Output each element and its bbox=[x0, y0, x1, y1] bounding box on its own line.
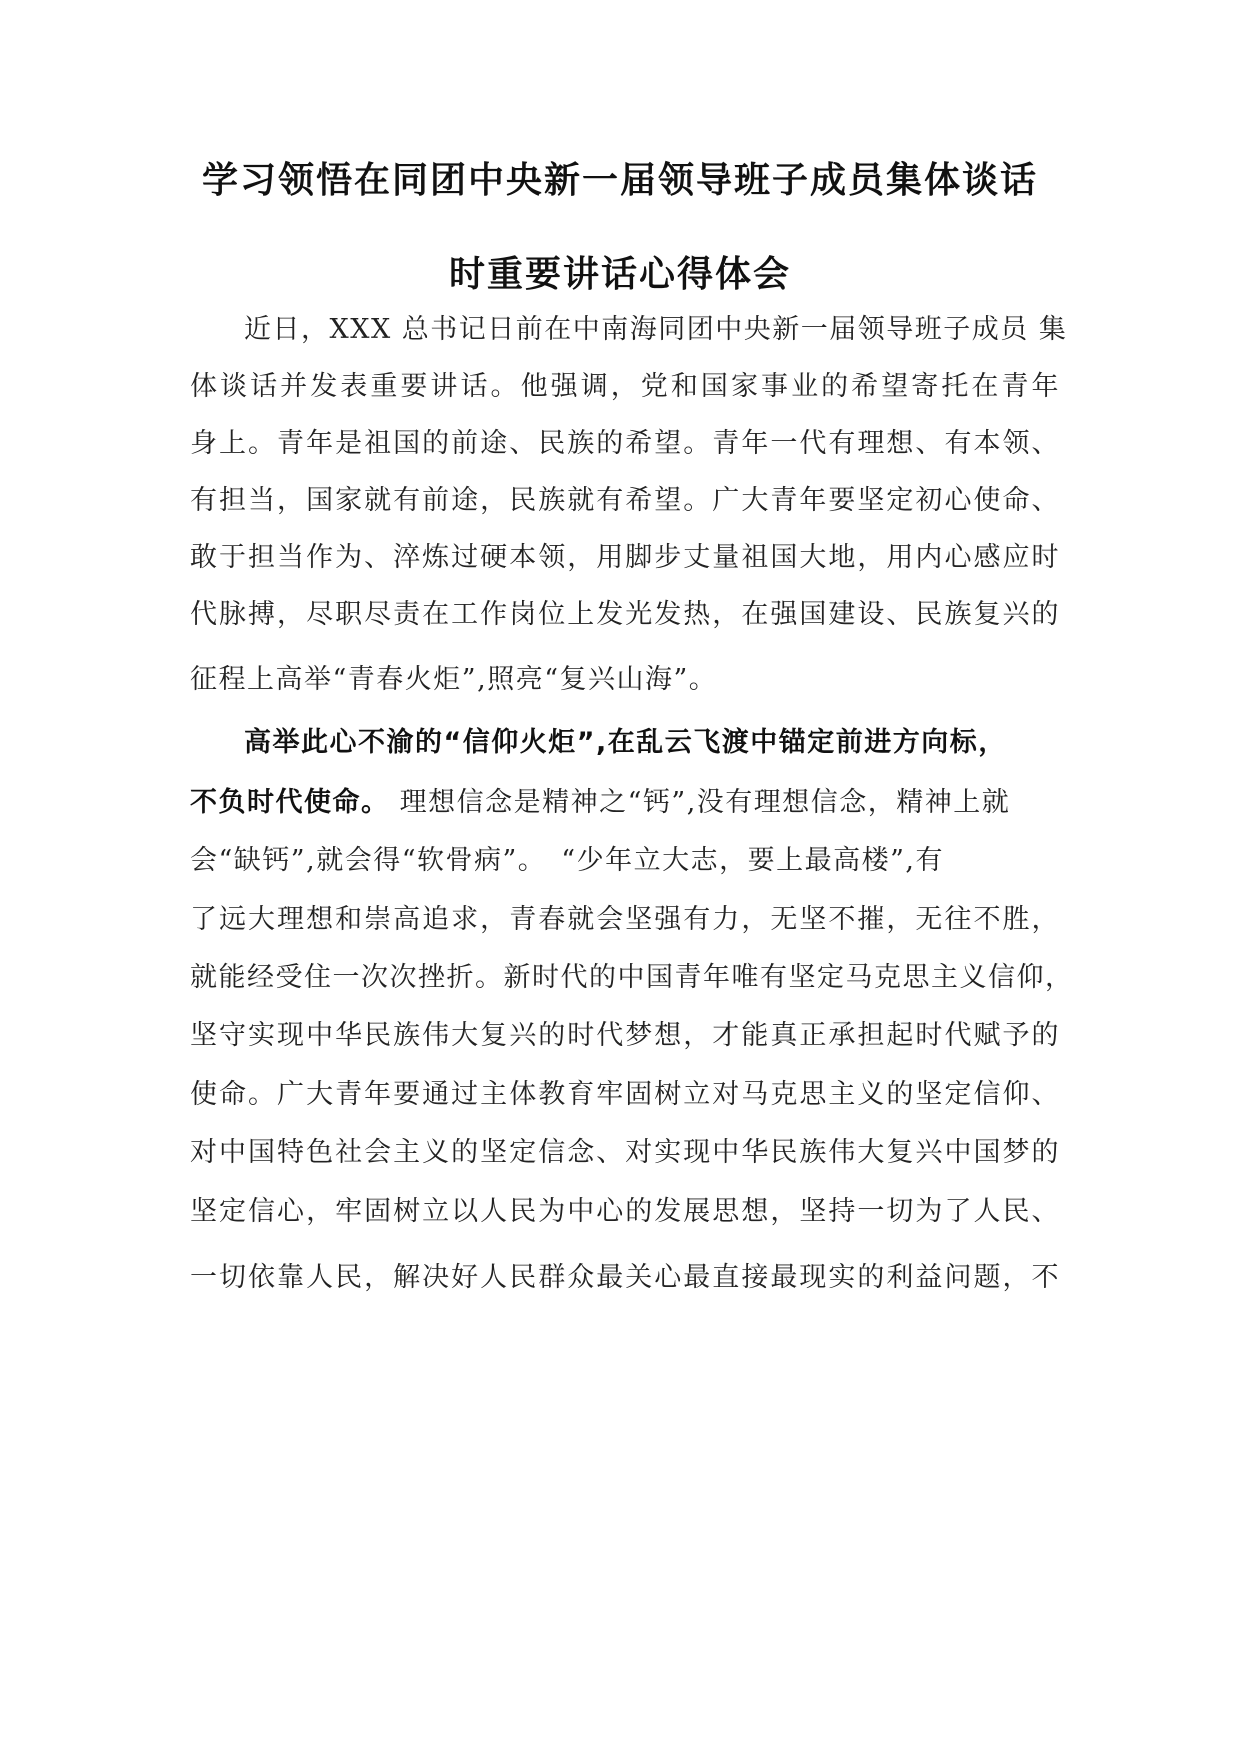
paragraph-2-heading-line-2: 不负时代使命。 bbox=[190, 787, 390, 818]
paragraph-2-line-2: 会“缺钙”,就会得“软骨病”。 “少年立大志，要上最高楼”,有 bbox=[190, 845, 944, 876]
paragraph-2-line-5: 坚守实现中华民族伟大复兴的时代梦想，才能真正承担起时代赋予的 bbox=[190, 1020, 1060, 1051]
document-title-line-1: 学习领悟在同团中央新一届领导班子成员集体谈话 bbox=[201, 160, 1038, 201]
paragraph-1-line-2: 体谈话并发表重要讲话。他强调，党和国家事业的希望寄托在青年 bbox=[190, 371, 1060, 402]
document-title-line-2: 时重要讲话心得体会 bbox=[448, 254, 791, 295]
paragraph-2-line-6: 使命。广大青年要通过主体教育牢固树立对马克思主义的坚定信仰、 bbox=[190, 1079, 1060, 1110]
paragraph-2-line-8: 坚定信心，牢固树立以人民为中心的发展思想，坚持一切为了人民、 bbox=[190, 1196, 1060, 1227]
paragraph-2-line-1 bbox=[190, 780, 1060, 819]
paragraph-2-line-1-rest: 理想信念是精神之“钙”,没有理想信念，精神上就 bbox=[389, 787, 1011, 818]
paragraph-1-line-1: 近日，XXX 总书记日前在中南海同团中央新一届领导班子成员 集 bbox=[244, 314, 1068, 345]
paragraph-2-line-9: 一切依靠人民，解决好人民群众最关心最直接最现实的利益问题，不 bbox=[190, 1262, 1060, 1293]
paragraph-1-line-4: 有担当，国家就有前途，民族就有希望。广大青年要坚定初心使命、 bbox=[190, 485, 1060, 516]
paragraph-1-line-3: 身上。青年是祖国的前途、民族的希望。青年一代有理想、有本领、 bbox=[190, 428, 1060, 459]
paragraph-2-line-3: 了远大理想和崇高追求，青春就会坚强有力，无坚不摧，无往不胜， bbox=[190, 904, 1060, 935]
paragraph-1-line-6: 代脉搏，尽职尽责在工作岗位上发光发热，在强国建设、民族复兴的 bbox=[190, 599, 1060, 630]
paragraph-2-line-7: 对中国特色社会主义的坚定信念、对实现中华民族伟大复兴中国梦的 bbox=[190, 1137, 1060, 1168]
paragraph-2-heading-line-1: 高举此心不渝的“信仰火炬”,在乱云飞渡中锚定前进方向标， bbox=[244, 727, 1007, 758]
paragraph-1-line-7: 征程上高举“青春火炬”,照亮“复兴山海”。 bbox=[190, 664, 718, 695]
paragraph-2-line-4: 就能经受住一次次挫折。新时代的中国青年唯有坚定马克思主义信仰， bbox=[190, 962, 1074, 993]
paragraph-1-line-5: 敢于担当作为、淬炼过硬本领，用脚步丈量祖国大地，用内心感应时 bbox=[190, 542, 1060, 573]
